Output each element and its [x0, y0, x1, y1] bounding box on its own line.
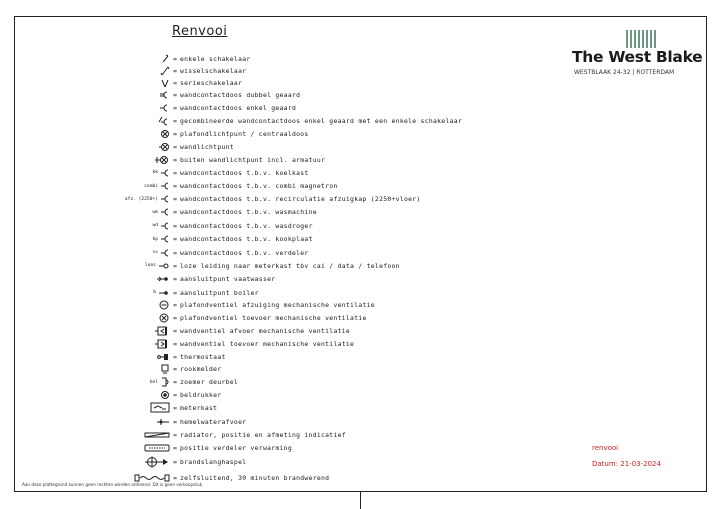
fire-hose-reel-icon [144, 456, 170, 468]
legend-item [60, 128, 309, 140]
legend-code: wd [152, 223, 158, 229]
legend-equals: = [173, 67, 177, 76]
legend-symbol [60, 429, 170, 441]
legend-item [60, 260, 400, 272]
legend-description: plafondventiel toevoer mechanische ventilatie [180, 314, 367, 323]
legend-item [60, 442, 292, 454]
legend-symbol [60, 260, 170, 272]
legend-item [60, 167, 309, 179]
legend-equals: = [173, 288, 177, 297]
radiator-icon [144, 431, 170, 439]
legend-item [60, 299, 375, 311]
legend-equals: = [173, 261, 177, 270]
legend-equals: = [173, 208, 177, 217]
legend-description: plafondlichtpunt / centraaldoos [180, 129, 309, 138]
legend-item [60, 115, 462, 127]
legend-code: b [153, 290, 156, 296]
legend-code: afz. (2250+) [124, 196, 158, 202]
legend-symbol [60, 287, 170, 299]
legend-item [60, 141, 234, 153]
ceiling-light-icon [160, 129, 170, 139]
legend-code: bel [149, 379, 158, 385]
legend-description: wisselschakelaar [180, 67, 247, 76]
legend-item [60, 429, 346, 441]
thermostat-icon [156, 352, 170, 362]
legend-item [60, 180, 338, 192]
legend-symbol [60, 389, 170, 401]
fridge-socket-icon [160, 168, 170, 178]
legend-item [60, 154, 325, 166]
sheet-divider [360, 492, 361, 509]
legend-item [60, 389, 221, 401]
legend-equals: = [173, 378, 177, 387]
legend-equals: = [173, 403, 177, 412]
legend-symbol [60, 102, 170, 114]
legend-equals: = [173, 339, 177, 348]
two-way-switch-icon [160, 66, 170, 76]
legend-item [60, 220, 313, 232]
hood-socket-icon [160, 194, 170, 204]
legend-description: wandventiel toevoer mechanische ventilatie [180, 339, 355, 348]
legend-equals: = [173, 365, 177, 374]
legend-equals: = [173, 182, 177, 191]
smoke-detector-icon [160, 364, 170, 374]
legend-equals: = [173, 142, 177, 151]
legend-item [60, 53, 251, 65]
legend-equals: = [173, 195, 177, 204]
disclaimer: Aan deze plattegrond kunnen geen rechten worden ontleend. Dit is geen verkoopstuk. [22, 482, 204, 487]
legend-symbol [60, 206, 170, 218]
legend-description: zoemer deurbel [180, 378, 239, 387]
legend-description: plafondventiel afzuiging mechanische ventilatie [180, 301, 375, 310]
legend-item [60, 351, 226, 363]
legend-symbol [60, 77, 170, 89]
legend-symbol [60, 167, 170, 179]
legend-description: wandcontactdoos t.b.v. wasmachine [180, 208, 317, 217]
legend-code: kp [152, 236, 158, 242]
outdoor-wall-light-icon [154, 155, 170, 165]
legend-item [60, 89, 300, 101]
legend-description: rookmelder [180, 365, 222, 374]
legend-symbol [60, 53, 170, 65]
legend-item [60, 102, 296, 114]
legend-symbol [60, 220, 170, 232]
legend-item [60, 247, 309, 259]
bell-push-icon [160, 390, 170, 400]
legend-symbol [60, 456, 170, 468]
legend-symbol [60, 128, 170, 140]
legend-item [60, 312, 367, 324]
legend-item [60, 456, 246, 468]
legend-equals: = [173, 430, 177, 439]
legend-item [60, 402, 217, 414]
legend-description: wandventiel afvoer mechanische ventilatie [180, 326, 351, 335]
legend-description: hemelwaterafvoer [180, 418, 247, 427]
rainwater-drain-icon [156, 417, 170, 427]
legend-item [60, 338, 354, 350]
legend-description: wandcontactdoos t.b.v. recirculatie afzuigkap (2250+vloer) [180, 195, 421, 204]
legend-code: wm [152, 209, 158, 215]
legend-equals: = [173, 473, 177, 482]
legend-item [60, 287, 259, 299]
distributor-socket-icon [160, 248, 170, 258]
legend-item [60, 233, 313, 245]
heating-distributor-icon [144, 444, 170, 452]
legend-symbol [60, 89, 170, 101]
washer-socket-icon [160, 207, 170, 217]
microwave-socket-icon [160, 181, 170, 191]
legend-symbol [60, 115, 170, 127]
buzzer-icon [160, 377, 170, 387]
legend-description: aansluitpunt boiler [180, 288, 259, 297]
legend-item [60, 193, 421, 205]
legend-code: loos [144, 263, 156, 269]
legend-symbol [60, 299, 170, 311]
legend-symbol [60, 442, 170, 454]
legend-code: vv [152, 250, 158, 255]
legend-description: wandcontactdoos t.b.v. koelkast [180, 168, 309, 177]
legend-description: brandslanghaspel [180, 458, 247, 467]
legend-symbol [60, 325, 170, 337]
stamp-date: Datum: 21-03-2024 [592, 460, 661, 468]
legend-description: zelfsluitend, 30 minuten brandwerend [180, 473, 330, 482]
legend-title: Renvooi [172, 24, 228, 39]
legend-symbol [60, 233, 170, 245]
legend-equals: = [173, 326, 177, 335]
series-switch-icon [160, 78, 170, 88]
empty-conduit-icon [158, 261, 170, 271]
legend-symbol [60, 65, 170, 77]
legend-equals: = [173, 314, 177, 323]
legend-equals: = [173, 116, 177, 125]
wall-light-icon [158, 142, 170, 152]
legend-symbol [60, 154, 170, 166]
legend-item [60, 77, 242, 89]
legend-description: beldrukker [180, 390, 222, 399]
legend-equals: = [173, 418, 177, 427]
dryer-socket-icon [160, 221, 170, 231]
legend-description: wandcontactdoos t.b.v. combi magnetron [180, 182, 338, 191]
legend-equals: = [173, 168, 177, 177]
legend-equals: = [173, 129, 177, 138]
ceiling-exhaust-vent-icon [158, 300, 170, 310]
legend-description: wandcontactdoos t.b.v. wasdroger [180, 221, 313, 230]
single-socket-icon [158, 103, 170, 113]
dishwasher-connection-icon [156, 274, 170, 284]
legend-symbol [60, 351, 170, 363]
legend-equals: = [173, 352, 177, 361]
legend-symbol [60, 363, 170, 375]
stamp-name: renvooi [592, 444, 619, 452]
legend-equals: = [173, 103, 177, 112]
legend-code: kk [152, 170, 158, 176]
legend-description: serieschakelaar [180, 79, 243, 87]
legend-symbol [60, 273, 170, 285]
legend-equals: = [173, 248, 177, 257]
legend-item [60, 363, 221, 375]
legend-description: thermostaat [180, 352, 226, 361]
legend-equals: = [173, 390, 177, 399]
legend-equals: = [173, 458, 177, 467]
legend-equals: = [173, 301, 177, 310]
legend-equals: = [173, 79, 177, 87]
legend-equals: = [173, 443, 177, 452]
legend-description: wandcontactdoos t.b.v. kookplaat [180, 235, 313, 244]
legend-description: gecombineerde wandcontactdoos enkel geaard met een enkele schakelaar [180, 116, 463, 125]
legend-symbol [60, 338, 170, 350]
boiler-connection-icon [158, 288, 170, 298]
legend-description: enkele schakelaar [180, 55, 251, 63]
legend-description: wandcontactdoos t.b.v. verdeler [180, 248, 309, 257]
brand-name: The West Blake [572, 48, 703, 66]
legend-equals: = [173, 155, 177, 164]
legend-description: buiten wandlichtpunt incl. armatuur [180, 155, 326, 164]
legend-symbol [60, 416, 170, 428]
legend-symbol [60, 402, 170, 414]
legend-equals: = [173, 275, 177, 284]
legend-code: combi [144, 183, 158, 189]
brand-address: WESTBLAAK 24-32 | ROTTERDAM [574, 69, 675, 76]
legend-item [60, 416, 246, 428]
legend-description: positie verdeler verwarming [180, 443, 292, 452]
legend-symbol [60, 376, 170, 388]
legend-description: wandcontactdoos enkel geaard [180, 103, 297, 112]
single-switch-icon [160, 54, 170, 64]
legend-item [60, 273, 275, 285]
legend-description: loze leiding naar meterkast tbv cai / data / telefoon [180, 261, 400, 270]
wall-exhaust-vent-icon [154, 326, 170, 336]
legend-symbol [60, 193, 170, 205]
legend-description: wandcontactdoos dubbel geaard [180, 91, 301, 100]
combined-socket-switch-icon [156, 116, 170, 126]
legend-item [60, 65, 246, 77]
legend-equals: = [173, 91, 177, 100]
cooktop-socket-icon [160, 234, 170, 244]
legend-description: meterkast [180, 403, 218, 412]
wall-supply-vent-icon [154, 339, 170, 349]
legend-description: aansluitpunt vaatwasser [180, 275, 276, 284]
meter-cabinet-icon [150, 402, 170, 413]
legend-symbol [60, 247, 170, 259]
legend-symbol [60, 312, 170, 324]
legend-equals: = [173, 221, 177, 230]
legend-item [60, 325, 350, 337]
legend-equals: = [173, 55, 177, 63]
legend-equals: = [173, 235, 177, 244]
legend-item [60, 376, 238, 388]
legend-description: wandlichtpunt [180, 142, 234, 151]
legend-description: radiator, positie en afmeting indicatief [180, 430, 346, 439]
legend-symbol [60, 141, 170, 153]
ceiling-supply-vent-icon [158, 313, 170, 323]
legend-symbol [60, 180, 170, 192]
legend-item [60, 206, 317, 218]
double-socket-icon [158, 90, 170, 100]
